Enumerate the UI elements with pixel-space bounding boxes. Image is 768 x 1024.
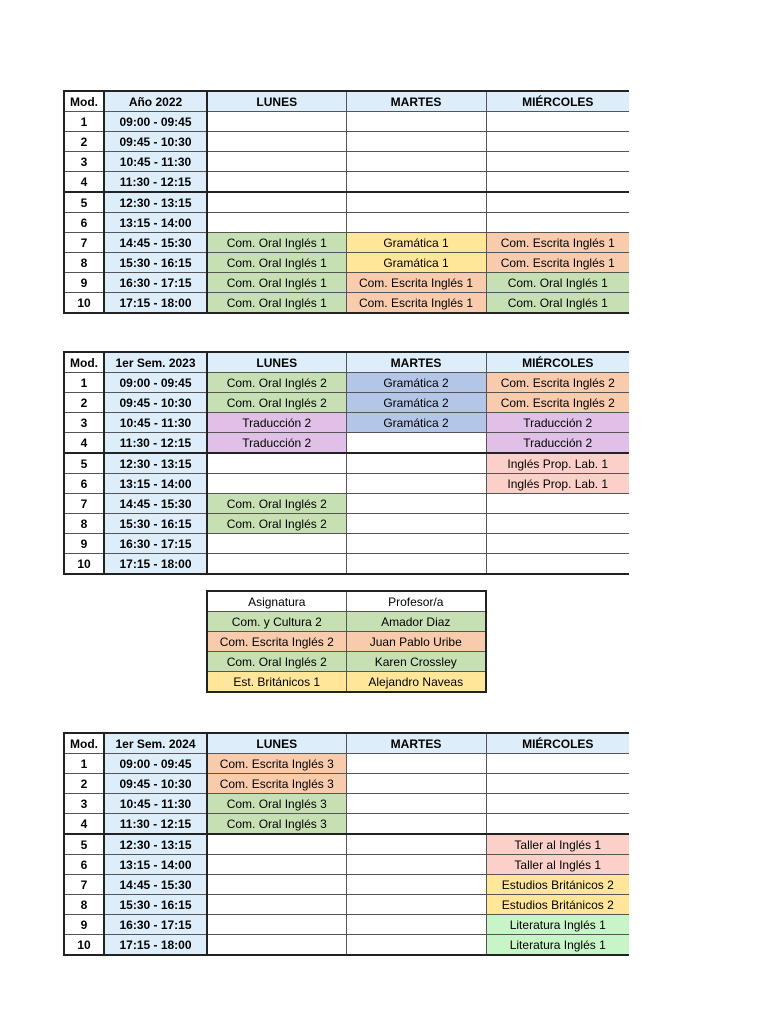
legend-subject: Com. Escrita Inglés 2: [207, 632, 346, 652]
class-cell-miercoles: Literatura Inglés 1: [486, 935, 629, 956]
time-slot: 11:30 - 12:15: [104, 172, 207, 193]
class-cell-miercoles: [486, 172, 629, 193]
schedule-row: [64, 875, 629, 895]
period-header: 1er Sem. 2024: [104, 733, 207, 754]
class-cell-martes: [346, 855, 486, 875]
period-header: 1er Sem. 2023: [104, 352, 207, 373]
time-slot: 16:30 - 17:15: [104, 534, 207, 554]
legend-teacher: Karen Crossley: [346, 652, 486, 672]
module-number: 10: [64, 554, 104, 575]
class-cell-lunes: [207, 213, 346, 233]
schedule-row: [64, 373, 629, 393]
class-cell-miercoles: Taller al Inglés 1: [486, 834, 629, 855]
period-header: Año 2022: [104, 91, 207, 112]
class-cell-lunes: Com. Escrita Inglés 3: [207, 754, 346, 774]
schedule-row: [64, 534, 629, 554]
schedule-row: [64, 895, 629, 915]
class-cell-miercoles: Estudios Británicos 2: [486, 895, 629, 915]
class-cell-lunes: Com. Oral Inglés 1: [207, 233, 346, 253]
module-number: 7: [64, 494, 104, 514]
class-cell-miercoles: [486, 814, 629, 835]
class-cell-martes: [346, 754, 486, 774]
time-slot: 17:15 - 18:00: [104, 293, 207, 314]
class-cell-martes: [346, 814, 486, 835]
class-cell-lunes: [207, 152, 346, 172]
class-cell-martes: [346, 494, 486, 514]
day-header-martes: MARTES: [346, 352, 486, 373]
time-slot: 16:30 - 17:15: [104, 915, 207, 935]
class-cell-miercoles: [486, 112, 629, 132]
legend-header-subject: Asignatura: [207, 591, 346, 612]
class-cell-martes: Gramática 2: [346, 373, 486, 393]
class-cell-miercoles: Literatura Inglés 1: [486, 915, 629, 935]
schedule-row: [64, 814, 629, 835]
class-cell-miercoles: Com. Escrita Inglés 2: [486, 393, 629, 413]
class-cell-lunes: Com. Oral Inglés 1: [207, 253, 346, 273]
class-cell-lunes: Com. Oral Inglés 2: [207, 393, 346, 413]
header-row: [64, 352, 629, 373]
time-slot: 17:15 - 18:00: [104, 935, 207, 956]
module-number: 4: [64, 433, 104, 454]
module-number: 2: [64, 774, 104, 794]
class-cell-lunes: [207, 834, 346, 855]
time-slot: 09:00 - 09:45: [104, 754, 207, 774]
class-cell-miercoles: [486, 534, 629, 554]
schedule-row: [64, 754, 629, 774]
header-row: [64, 733, 629, 754]
class-cell-miercoles: [486, 794, 629, 814]
class-cell-martes: Gramática 1: [346, 253, 486, 273]
time-slot: 17:15 - 18:00: [104, 554, 207, 575]
module-number: 5: [64, 192, 104, 213]
time-slot: 13:15 - 14:00: [104, 213, 207, 233]
legend-teacher: Amador Diaz: [346, 612, 486, 632]
day-header-martes: MARTES: [346, 733, 486, 754]
class-cell-miercoles: [486, 213, 629, 233]
class-cell-lunes: [207, 935, 346, 956]
class-cell-lunes: Com. Oral Inglés 1: [207, 273, 346, 293]
class-cell-miercoles: Inglés Prop. Lab. 1: [486, 474, 629, 494]
schedule-row: [64, 132, 629, 152]
time-slot: 11:30 - 12:15: [104, 433, 207, 454]
time-slot: 09:45 - 10:30: [104, 393, 207, 413]
legend-header-teacher: Profesor/a: [346, 591, 486, 612]
class-cell-miercoles: Taller al Inglés 1: [486, 855, 629, 875]
schedule-row: [64, 192, 629, 213]
module-number: 6: [64, 474, 104, 494]
schedule-table-2023: [63, 351, 629, 575]
time-slot: 14:45 - 15:30: [104, 494, 207, 514]
schedule-row: [64, 855, 629, 875]
time-slot: 09:45 - 10:30: [104, 774, 207, 794]
class-cell-lunes: [207, 112, 346, 132]
header-row: [64, 91, 629, 112]
module-number: 8: [64, 895, 104, 915]
class-cell-miercoles: Com. Escrita Inglés 1: [486, 233, 629, 253]
class-cell-lunes: [207, 192, 346, 213]
time-slot: 15:30 - 16:15: [104, 514, 207, 534]
time-slot: 15:30 - 16:15: [104, 253, 207, 273]
class-cell-miercoles: Traducción 2: [486, 413, 629, 433]
module-number: 2: [64, 132, 104, 152]
time-slot: 14:45 - 15:30: [104, 233, 207, 253]
class-cell-lunes: Com. Oral Inglés 1: [207, 293, 346, 314]
class-cell-martes: Com. Escrita Inglés 1: [346, 273, 486, 293]
module-number: 4: [64, 814, 104, 835]
schedule-row: [64, 413, 629, 433]
time-slot: 12:30 - 13:15: [104, 834, 207, 855]
class-cell-lunes: [207, 132, 346, 152]
class-cell-lunes: [207, 453, 346, 474]
class-cell-martes: Gramática 1: [346, 233, 486, 253]
class-cell-lunes: [207, 915, 346, 935]
schedule-row: [64, 233, 629, 253]
module-number: 7: [64, 875, 104, 895]
schedule-body: [64, 373, 629, 575]
module-number: 9: [64, 534, 104, 554]
schedule-row: [64, 172, 629, 193]
module-number: 8: [64, 253, 104, 273]
module-number: 7: [64, 233, 104, 253]
class-cell-martes: [346, 834, 486, 855]
schedule-table-2024: [63, 732, 629, 956]
class-cell-martes: [346, 192, 486, 213]
class-cell-martes: Gramática 2: [346, 393, 486, 413]
schedule-body: [64, 112, 629, 314]
class-cell-lunes: Com. Oral Inglés 2: [207, 373, 346, 393]
module-number: 9: [64, 273, 104, 293]
schedule-row: [64, 273, 629, 293]
day-header-martes: MARTES: [346, 91, 486, 112]
schedule-row: [64, 474, 629, 494]
class-cell-miercoles: Traducción 2: [486, 433, 629, 454]
time-slot: 09:00 - 09:45: [104, 373, 207, 393]
day-header-lunes: LUNES: [207, 352, 346, 373]
day-header-miercoles: MIÉRCOLES: [486, 733, 629, 754]
module-number: 3: [64, 413, 104, 433]
module-number: 6: [64, 213, 104, 233]
class-cell-lunes: Com. Oral Inglés 2: [207, 494, 346, 514]
schedule-row: [64, 253, 629, 273]
class-cell-lunes: [207, 534, 346, 554]
class-cell-martes: [346, 935, 486, 956]
schedule-row: [64, 834, 629, 855]
day-header-lunes: LUNES: [207, 733, 346, 754]
module-number: 4: [64, 172, 104, 193]
class-cell-martes: [346, 172, 486, 193]
module-number: 5: [64, 453, 104, 474]
time-slot: 10:45 - 11:30: [104, 152, 207, 172]
class-cell-lunes: [207, 172, 346, 193]
class-cell-martes: [346, 875, 486, 895]
schedule-table-2022: [63, 90, 629, 314]
class-cell-lunes: Com. Oral Inglés 2: [207, 514, 346, 534]
class-cell-lunes: [207, 554, 346, 575]
time-slot: 09:45 - 10:30: [104, 132, 207, 152]
class-cell-miercoles: Inglés Prop. Lab. 1: [486, 453, 629, 474]
class-cell-martes: [346, 534, 486, 554]
time-slot: 09:00 - 09:45: [104, 112, 207, 132]
class-cell-miercoles: [486, 152, 629, 172]
class-cell-miercoles: [486, 774, 629, 794]
subject-teacher-legend: [206, 590, 487, 693]
schedule-row: [64, 935, 629, 956]
time-slot: 13:15 - 14:00: [104, 855, 207, 875]
class-cell-lunes: [207, 855, 346, 875]
schedule-row: [64, 433, 629, 454]
class-cell-miercoles: [486, 132, 629, 152]
schedule-row: [64, 453, 629, 474]
schedule-row: [64, 293, 629, 314]
class-cell-martes: [346, 112, 486, 132]
module-number: 1: [64, 754, 104, 774]
schedule-row: [64, 554, 629, 575]
legend-subject: Com. y Cultura 2: [207, 612, 346, 632]
time-slot: 12:30 - 13:15: [104, 192, 207, 213]
class-cell-martes: [346, 132, 486, 152]
module-number: 2: [64, 393, 104, 413]
schedule-row: [64, 494, 629, 514]
class-cell-lunes: Traducción 2: [207, 433, 346, 454]
day-header-lunes: LUNES: [207, 91, 346, 112]
class-cell-miercoles: Com. Escrita Inglés 1: [486, 253, 629, 273]
schedule-row: [64, 112, 629, 132]
time-slot: 10:45 - 11:30: [104, 413, 207, 433]
legend-row: [207, 652, 486, 672]
class-cell-martes: [346, 774, 486, 794]
schedule-row: [64, 213, 629, 233]
legend-subject: Est. Británicos 1: [207, 672, 346, 693]
time-slot: 11:30 - 12:15: [104, 814, 207, 835]
mod-header: Mod.: [64, 352, 104, 373]
legend-subject: Com. Oral Inglés 2: [207, 652, 346, 672]
class-cell-martes: Com. Escrita Inglés 1: [346, 293, 486, 314]
time-slot: 14:45 - 15:30: [104, 875, 207, 895]
legend-teacher: Alejandro Naveas: [346, 672, 486, 693]
schedule-row: [64, 514, 629, 534]
day-header-miercoles: MIÉRCOLES: [486, 352, 629, 373]
legend-row: [207, 632, 486, 652]
schedule-body: [64, 754, 629, 956]
schedule-row: [64, 915, 629, 935]
schedule-row: [64, 152, 629, 172]
schedule-row: [64, 393, 629, 413]
module-number: 3: [64, 152, 104, 172]
class-cell-lunes: [207, 875, 346, 895]
time-slot: 15:30 - 16:15: [104, 895, 207, 915]
class-cell-lunes: Traducción 2: [207, 413, 346, 433]
legend-teacher: Juan Pablo Uribe: [346, 632, 486, 652]
time-slot: 10:45 - 11:30: [104, 794, 207, 814]
class-cell-lunes: Com. Oral Inglés 3: [207, 794, 346, 814]
schedule-row: [64, 794, 629, 814]
class-cell-miercoles: [486, 754, 629, 774]
class-cell-martes: [346, 474, 486, 494]
class-cell-miercoles: [486, 494, 629, 514]
class-cell-martes: [346, 152, 486, 172]
module-number: 1: [64, 112, 104, 132]
class-cell-martes: [346, 554, 486, 575]
legend-header-row: [207, 591, 486, 612]
module-number: 6: [64, 855, 104, 875]
class-cell-miercoles: [486, 554, 629, 575]
class-cell-lunes: [207, 474, 346, 494]
module-number: 10: [64, 293, 104, 314]
class-cell-martes: [346, 453, 486, 474]
time-slot: 16:30 - 17:15: [104, 273, 207, 293]
time-slot: 13:15 - 14:00: [104, 474, 207, 494]
mod-header: Mod.: [64, 733, 104, 754]
class-cell-martes: [346, 433, 486, 454]
module-number: 1: [64, 373, 104, 393]
module-number: 9: [64, 915, 104, 935]
class-cell-miercoles: Com. Oral Inglés 1: [486, 273, 629, 293]
mod-header: Mod.: [64, 91, 104, 112]
class-cell-martes: [346, 915, 486, 935]
class-cell-martes: [346, 794, 486, 814]
module-number: 10: [64, 935, 104, 956]
class-cell-miercoles: Com. Oral Inglés 1: [486, 293, 629, 314]
class-cell-miercoles: [486, 192, 629, 213]
legend-body: [207, 612, 486, 693]
class-cell-martes: [346, 514, 486, 534]
class-cell-lunes: Com. Escrita Inglés 3: [207, 774, 346, 794]
class-cell-miercoles: [486, 514, 629, 534]
time-slot: 12:30 - 13:15: [104, 453, 207, 474]
schedule-row: [64, 774, 629, 794]
module-number: 5: [64, 834, 104, 855]
class-cell-miercoles: Estudios Británicos 2: [486, 875, 629, 895]
class-cell-lunes: [207, 895, 346, 915]
class-cell-martes: [346, 895, 486, 915]
day-header-miercoles: MIÉRCOLES: [486, 91, 629, 112]
module-number: 3: [64, 794, 104, 814]
class-cell-martes: [346, 213, 486, 233]
module-number: 8: [64, 514, 104, 534]
class-cell-lunes: Com. Oral Inglés 3: [207, 814, 346, 835]
legend-row: [207, 672, 486, 693]
class-cell-miercoles: Com. Escrita Inglés 2: [486, 373, 629, 393]
class-cell-martes: Gramática 2: [346, 413, 486, 433]
legend-row: [207, 612, 486, 632]
